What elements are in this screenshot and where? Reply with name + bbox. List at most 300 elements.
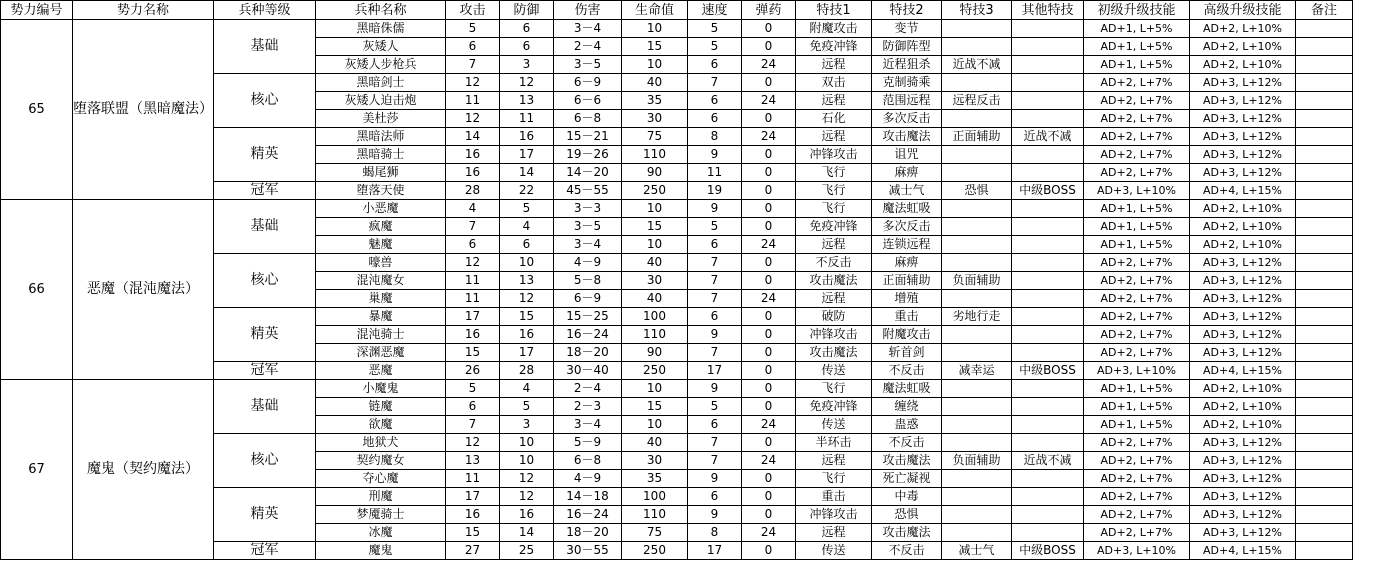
defense-value: 6 xyxy=(500,236,554,254)
damage-value: 30－55 xyxy=(554,542,622,560)
notes-value xyxy=(1296,182,1353,200)
hp-value: 30 xyxy=(622,272,688,290)
skill1-value: 免疫冲锋 xyxy=(796,218,872,236)
advanced-upgrade-value: AD+2, L+10% xyxy=(1190,38,1296,56)
attack-value: 15 xyxy=(446,344,500,362)
notes-value xyxy=(1296,308,1353,326)
advanced-upgrade-value: AD+3, L+12% xyxy=(1190,326,1296,344)
hp-value: 10 xyxy=(622,416,688,434)
skill2-value: 近程狙杀 xyxy=(872,56,942,74)
hp-value: 75 xyxy=(622,524,688,542)
unit-name: 暴魔 xyxy=(316,308,446,326)
other-skill-value: 中级BOSS xyxy=(1012,182,1084,200)
defense-value: 13 xyxy=(500,272,554,290)
unit-name: 小魔鬼 xyxy=(316,380,446,398)
speed-header: 速度 xyxy=(688,1,742,20)
defense-value: 16 xyxy=(500,506,554,524)
speed-value: 9 xyxy=(688,506,742,524)
ammo-value: 0 xyxy=(742,74,796,92)
unit-name: 魔鬼 xyxy=(316,542,446,560)
speed-value: 6 xyxy=(688,488,742,506)
attack-value: 7 xyxy=(446,416,500,434)
notes-value xyxy=(1296,290,1353,308)
advanced-upgrade-value: AD+3, L+12% xyxy=(1190,308,1296,326)
attack-value: 26 xyxy=(446,362,500,380)
skill1-value: 远程 xyxy=(796,236,872,254)
notes-value xyxy=(1296,380,1353,398)
speed-value: 8 xyxy=(688,524,742,542)
notes-value xyxy=(1296,200,1353,218)
other-skill-value xyxy=(1012,20,1084,38)
other-skill-value: 近战不减 xyxy=(1012,452,1084,470)
ammo-value: 0 xyxy=(742,380,796,398)
damage-value: 4－9 xyxy=(554,470,622,488)
skill1-header: 特技1 xyxy=(796,1,872,20)
speed-value: 6 xyxy=(688,56,742,74)
ammo-value: 0 xyxy=(742,272,796,290)
advanced-upgrade-value: AD+3, L+12% xyxy=(1190,92,1296,110)
notes-value xyxy=(1296,344,1353,362)
skill2-value: 攻击魔法 xyxy=(872,524,942,542)
defense-value: 12 xyxy=(500,488,554,506)
ammo-value: 0 xyxy=(742,398,796,416)
ammo-value: 0 xyxy=(742,362,796,380)
skill1-value: 传送 xyxy=(796,542,872,560)
damage-value: 3－3 xyxy=(554,200,622,218)
skill3-value xyxy=(942,254,1012,272)
hp-value: 30 xyxy=(622,452,688,470)
defense-value: 11 xyxy=(500,110,554,128)
tier-label: 核心 xyxy=(214,254,316,308)
skill2-value: 正面辅助 xyxy=(872,272,942,290)
basic-upgrade-value: AD+1, L+5% xyxy=(1084,236,1190,254)
defense-value: 10 xyxy=(500,254,554,272)
attack-value: 4 xyxy=(446,200,500,218)
skill3-value xyxy=(942,20,1012,38)
hp-value: 10 xyxy=(622,380,688,398)
faction-name-header: 势力名称 xyxy=(73,1,214,20)
defense-value: 28 xyxy=(500,362,554,380)
table-row xyxy=(1,20,1353,38)
hp-value: 10 xyxy=(622,200,688,218)
speed-value: 6 xyxy=(688,308,742,326)
notes-value xyxy=(1296,74,1353,92)
attack-value: 16 xyxy=(446,164,500,182)
basic-upgrade-value: AD+1, L+5% xyxy=(1084,380,1190,398)
skill1-value: 冲锋攻击 xyxy=(796,506,872,524)
skill3-value xyxy=(942,200,1012,218)
hp-value: 90 xyxy=(622,344,688,362)
advanced-upgrade-value: AD+2, L+10% xyxy=(1190,218,1296,236)
advanced-upgrade-value: AD+3, L+12% xyxy=(1190,128,1296,146)
hp-value: 35 xyxy=(622,92,688,110)
ammo-value: 24 xyxy=(742,128,796,146)
notes-value xyxy=(1296,92,1353,110)
damage-value: 3－4 xyxy=(554,20,622,38)
unit-name: 欲魔 xyxy=(316,416,446,434)
advanced-upgrade-value: AD+3, L+12% xyxy=(1190,74,1296,92)
advanced-upgrade-value: AD+4, L+15% xyxy=(1190,182,1296,200)
skill3-value: 恐惧 xyxy=(942,182,1012,200)
attack-value: 5 xyxy=(446,380,500,398)
skill2-value: 缠绕 xyxy=(872,398,942,416)
advanced-upgrade-value: AD+3, L+12% xyxy=(1190,164,1296,182)
ammo-value: 0 xyxy=(742,38,796,56)
skill2-value: 攻击魔法 xyxy=(872,452,942,470)
damage-value: 4－9 xyxy=(554,254,622,272)
ammo-value: 0 xyxy=(742,146,796,164)
attack-value: 16 xyxy=(446,326,500,344)
notes-value xyxy=(1296,434,1353,452)
skill3-value xyxy=(942,470,1012,488)
tier-label: 精英 xyxy=(214,488,316,542)
advanced-upgrade-value: AD+3, L+12% xyxy=(1190,290,1296,308)
hp-value: 75 xyxy=(622,128,688,146)
unit-name: 小恶魔 xyxy=(316,200,446,218)
defense-value: 13 xyxy=(500,92,554,110)
faction-id: 65 xyxy=(1,20,73,200)
notes-value xyxy=(1296,218,1353,236)
hp-value: 110 xyxy=(622,506,688,524)
tier-label: 核心 xyxy=(214,434,316,488)
attack-value: 11 xyxy=(446,470,500,488)
other-skill-value xyxy=(1012,146,1084,164)
basic-upgrade-value: AD+2, L+7% xyxy=(1084,452,1190,470)
damage-value: 19－26 xyxy=(554,146,622,164)
notes-value xyxy=(1296,416,1353,434)
speed-value: 9 xyxy=(688,146,742,164)
advanced-upgrade-value: AD+2, L+10% xyxy=(1190,236,1296,254)
other-skill-value: 中级BOSS xyxy=(1012,542,1084,560)
damage-value: 6－9 xyxy=(554,74,622,92)
ammo-value: 24 xyxy=(742,92,796,110)
ammo-value: 0 xyxy=(742,308,796,326)
speed-value: 17 xyxy=(688,362,742,380)
basic-upgrade-header: 初级升级技能 xyxy=(1084,1,1190,20)
skill3-value xyxy=(942,398,1012,416)
skill3-value xyxy=(942,380,1012,398)
speed-value: 9 xyxy=(688,380,742,398)
hp-value: 30 xyxy=(622,110,688,128)
defense-value: 6 xyxy=(500,20,554,38)
skill1-value: 远程 xyxy=(796,452,872,470)
defense-value: 12 xyxy=(500,470,554,488)
attack-value: 7 xyxy=(446,56,500,74)
unit-name: 刑魔 xyxy=(316,488,446,506)
unit-name: 黑暗剑士 xyxy=(316,74,446,92)
other-skill-value xyxy=(1012,290,1084,308)
defense-value: 3 xyxy=(500,416,554,434)
defense-value: 17 xyxy=(500,146,554,164)
other-skill-value xyxy=(1012,398,1084,416)
hp-value: 10 xyxy=(622,56,688,74)
advanced-upgrade-value: AD+2, L+10% xyxy=(1190,56,1296,74)
attack-value: 15 xyxy=(446,524,500,542)
ammo-value: 0 xyxy=(742,470,796,488)
skill1-value: 攻击魔法 xyxy=(796,344,872,362)
skill3-value xyxy=(942,488,1012,506)
ammo-value: 24 xyxy=(742,416,796,434)
speed-value: 7 xyxy=(688,272,742,290)
defense-value: 10 xyxy=(500,452,554,470)
basic-upgrade-value: AD+2, L+7% xyxy=(1084,272,1190,290)
skill1-value: 双击 xyxy=(796,74,872,92)
defense-value: 10 xyxy=(500,434,554,452)
advanced-upgrade-value: AD+3, L+12% xyxy=(1190,506,1296,524)
speed-value: 7 xyxy=(688,74,742,92)
skill1-value: 免疫冲锋 xyxy=(796,398,872,416)
skill2-value: 死亡凝视 xyxy=(872,470,942,488)
notes-value xyxy=(1296,236,1353,254)
ammo-value: 0 xyxy=(742,218,796,236)
defense-value: 16 xyxy=(500,128,554,146)
skill3-value xyxy=(942,344,1012,362)
skill2-value: 恐惧 xyxy=(872,506,942,524)
skill1-value: 不反击 xyxy=(796,254,872,272)
unit-name: 黑暗侏儒 xyxy=(316,20,446,38)
ammo-value: 0 xyxy=(742,326,796,344)
ammo-value: 24 xyxy=(742,236,796,254)
speed-value: 17 xyxy=(688,542,742,560)
damage-value: 5－9 xyxy=(554,434,622,452)
speed-value: 8 xyxy=(688,128,742,146)
tier-label: 冠军 xyxy=(214,542,316,560)
advanced-upgrade-value: AD+3, L+12% xyxy=(1190,434,1296,452)
unit-name: 蝎尾狮 xyxy=(316,164,446,182)
advanced-upgrade-value: AD+3, L+12% xyxy=(1190,146,1296,164)
unit-name: 美杜莎 xyxy=(316,110,446,128)
attack-value: 6 xyxy=(446,38,500,56)
hp-value: 40 xyxy=(622,434,688,452)
other-skill-header: 其他特技 xyxy=(1012,1,1084,20)
hp-value: 40 xyxy=(622,74,688,92)
damage-value: 3－4 xyxy=(554,416,622,434)
speed-value: 7 xyxy=(688,434,742,452)
other-skill-value xyxy=(1012,488,1084,506)
unit-name: 灰矮人 xyxy=(316,38,446,56)
damage-value: 2－4 xyxy=(554,380,622,398)
notes-value xyxy=(1296,524,1353,542)
other-skill-value xyxy=(1012,326,1084,344)
attack-value: 16 xyxy=(446,506,500,524)
faction-id: 67 xyxy=(1,380,73,560)
hp-value: 35 xyxy=(622,470,688,488)
defense-header: 防御 xyxy=(500,1,554,20)
defense-value: 14 xyxy=(500,524,554,542)
notes-value xyxy=(1296,506,1353,524)
ammo-value: 0 xyxy=(742,254,796,272)
hp-value: 10 xyxy=(622,20,688,38)
skill3-value xyxy=(942,146,1012,164)
notes-value xyxy=(1296,362,1353,380)
ammo-value: 0 xyxy=(742,434,796,452)
skill1-value: 石化 xyxy=(796,110,872,128)
damage-value: 16－24 xyxy=(554,326,622,344)
skill2-value: 减士气 xyxy=(872,182,942,200)
other-skill-value xyxy=(1012,308,1084,326)
unit-name: 嚎兽 xyxy=(316,254,446,272)
notes-value xyxy=(1296,128,1353,146)
unit-name: 地狱犬 xyxy=(316,434,446,452)
damage-value: 15－25 xyxy=(554,308,622,326)
ammo-value: 24 xyxy=(742,524,796,542)
speed-value: 9 xyxy=(688,326,742,344)
speed-value: 11 xyxy=(688,164,742,182)
unit-name: 堕落天使 xyxy=(316,182,446,200)
other-skill-value xyxy=(1012,434,1084,452)
hp-value: 10 xyxy=(622,236,688,254)
skill3-value xyxy=(942,110,1012,128)
faction-id-header: 势力编号 xyxy=(1,1,73,20)
notes-value xyxy=(1296,470,1353,488)
damage-value: 18－20 xyxy=(554,524,622,542)
hp-value: 250 xyxy=(622,182,688,200)
faction-id: 66 xyxy=(1,200,73,380)
skill2-value: 附魔攻击 xyxy=(872,326,942,344)
advanced-upgrade-value: AD+3, L+12% xyxy=(1190,344,1296,362)
skill3-value: 劣地行走 xyxy=(942,308,1012,326)
unit-name: 混沌魔女 xyxy=(316,272,446,290)
damage-value: 6－6 xyxy=(554,92,622,110)
skill1-value: 破防 xyxy=(796,308,872,326)
unit-name: 冰魔 xyxy=(316,524,446,542)
hp-value: 40 xyxy=(622,254,688,272)
table-row xyxy=(1,380,1353,398)
skill2-value: 不反击 xyxy=(872,434,942,452)
notes-value xyxy=(1296,254,1353,272)
skill1-value: 冲锋攻击 xyxy=(796,146,872,164)
skill2-value: 麻痹 xyxy=(872,254,942,272)
ammo-value: 0 xyxy=(742,20,796,38)
unit-name: 黑暗骑士 xyxy=(316,146,446,164)
notes-value xyxy=(1296,56,1353,74)
attack-value: 11 xyxy=(446,290,500,308)
basic-upgrade-value: AD+2, L+7% xyxy=(1084,290,1190,308)
advanced-upgrade-value: AD+3, L+12% xyxy=(1190,452,1296,470)
attack-header: 攻击 xyxy=(446,1,500,20)
speed-value: 7 xyxy=(688,254,742,272)
skill3-value xyxy=(942,236,1012,254)
attack-value: 5 xyxy=(446,20,500,38)
advanced-upgrade-value: AD+4, L+15% xyxy=(1190,542,1296,560)
other-skill-value xyxy=(1012,38,1084,56)
basic-upgrade-value: AD+2, L+7% xyxy=(1084,254,1190,272)
defense-value: 17 xyxy=(500,344,554,362)
basic-upgrade-value: AD+2, L+7% xyxy=(1084,128,1190,146)
defense-value: 6 xyxy=(500,38,554,56)
skill1-value: 半环击 xyxy=(796,434,872,452)
defense-value: 22 xyxy=(500,182,554,200)
skill1-value: 传送 xyxy=(796,362,872,380)
ammo-value: 24 xyxy=(742,56,796,74)
defense-value: 12 xyxy=(500,290,554,308)
skill3-value xyxy=(942,506,1012,524)
ammo-value: 0 xyxy=(742,344,796,362)
advanced-upgrade-value: AD+3, L+12% xyxy=(1190,254,1296,272)
speed-value: 7 xyxy=(688,452,742,470)
speed-value: 6 xyxy=(688,416,742,434)
defense-value: 14 xyxy=(500,164,554,182)
attack-value: 17 xyxy=(446,308,500,326)
skill2-value: 防御阵型 xyxy=(872,38,942,56)
skill1-value: 飞行 xyxy=(796,380,872,398)
skill2-value: 范围远程 xyxy=(872,92,942,110)
ammo-header: 弹药 xyxy=(742,1,796,20)
other-skill-value xyxy=(1012,164,1084,182)
damage-value: 2－4 xyxy=(554,38,622,56)
basic-upgrade-value: AD+1, L+5% xyxy=(1084,38,1190,56)
notes-value xyxy=(1296,452,1353,470)
skill2-value: 变节 xyxy=(872,20,942,38)
unit-name: 深渊恶魔 xyxy=(316,344,446,362)
skill2-value: 不反击 xyxy=(872,362,942,380)
advanced-upgrade-value: AD+3, L+12% xyxy=(1190,272,1296,290)
speed-value: 6 xyxy=(688,236,742,254)
speed-value: 5 xyxy=(688,20,742,38)
unit-name: 灰矮人步枪兵 xyxy=(316,56,446,74)
skill3-value xyxy=(942,524,1012,542)
hp-value: 15 xyxy=(622,218,688,236)
skill1-value: 附魔攻击 xyxy=(796,20,872,38)
notes-value xyxy=(1296,146,1353,164)
skill1-value: 免疫冲锋 xyxy=(796,38,872,56)
hp-value: 90 xyxy=(622,164,688,182)
speed-value: 7 xyxy=(688,290,742,308)
skill1-value: 远程 xyxy=(796,92,872,110)
unit-name: 恶魔 xyxy=(316,362,446,380)
attack-value: 12 xyxy=(446,74,500,92)
attack-value: 13 xyxy=(446,452,500,470)
damage-value: 6－9 xyxy=(554,290,622,308)
defense-value: 3 xyxy=(500,56,554,74)
other-skill-value xyxy=(1012,74,1084,92)
advanced-upgrade-value: AD+3, L+12% xyxy=(1190,110,1296,128)
skill2-value: 中毒 xyxy=(872,488,942,506)
skill2-header: 特技2 xyxy=(872,1,942,20)
tier-header: 兵种等级 xyxy=(214,1,316,20)
damage-value: 6－8 xyxy=(554,110,622,128)
damage-value: 6－8 xyxy=(554,452,622,470)
attack-value: 16 xyxy=(446,146,500,164)
skill1-value: 远程 xyxy=(796,290,872,308)
skill1-value: 飞行 xyxy=(796,200,872,218)
advanced-upgrade-value: AD+2, L+10% xyxy=(1190,200,1296,218)
unit-name: 魅魔 xyxy=(316,236,446,254)
defense-value: 15 xyxy=(500,308,554,326)
unit-name: 黑暗法师 xyxy=(316,128,446,146)
skill3-header: 特技3 xyxy=(942,1,1012,20)
basic-upgrade-value: AD+2, L+7% xyxy=(1084,110,1190,128)
attack-value: 12 xyxy=(446,254,500,272)
attack-value: 6 xyxy=(446,236,500,254)
basic-upgrade-value: AD+2, L+7% xyxy=(1084,164,1190,182)
attack-value: 12 xyxy=(446,110,500,128)
skill3-value xyxy=(942,218,1012,236)
advanced-upgrade-value: AD+4, L+15% xyxy=(1190,362,1296,380)
other-skill-value xyxy=(1012,524,1084,542)
other-skill-value xyxy=(1012,416,1084,434)
damage-value: 45－55 xyxy=(554,182,622,200)
other-skill-value xyxy=(1012,470,1084,488)
basic-upgrade-value: AD+2, L+7% xyxy=(1084,524,1190,542)
skill3-value: 正面辅助 xyxy=(942,128,1012,146)
advanced-upgrade-value: AD+3, L+12% xyxy=(1190,470,1296,488)
speed-value: 7 xyxy=(688,344,742,362)
skill2-value: 斩首剑 xyxy=(872,344,942,362)
defense-value: 25 xyxy=(500,542,554,560)
skill3-value xyxy=(942,326,1012,344)
advanced-upgrade-value: AD+2, L+10% xyxy=(1190,20,1296,38)
